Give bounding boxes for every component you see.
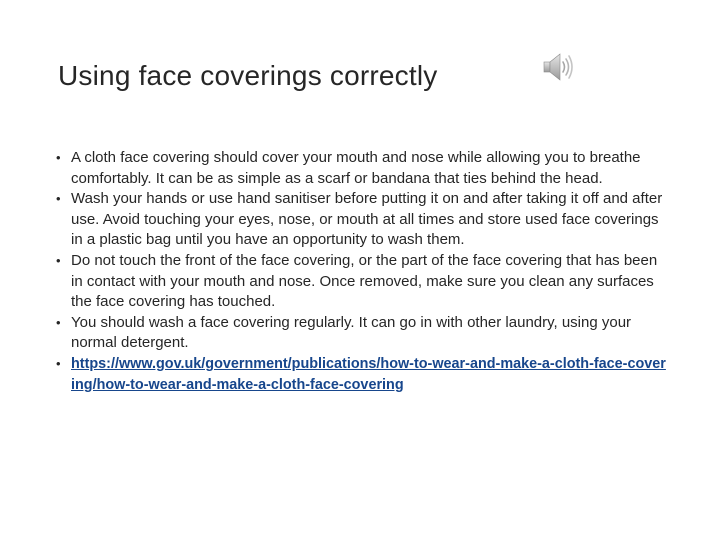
bullet-text: You should wash a face covering regularly. It can go in with other laundry, using your normal detergent. <box>71 313 632 352</box>
bullet-item <box>56 189 668 251</box>
bullet-marker: • <box>56 150 61 165</box>
bullet-text: A cloth face covering should cover your mouth and nose while allowing you to breathe comfortably. It can be as simple as a scarf or bandana that ties behind the head. <box>71 149 641 187</box>
bullet-item-link <box>56 354 668 395</box>
bullet-marker: • <box>56 355 61 371</box>
bullet-item <box>56 313 668 354</box>
bullet-marker: • <box>56 314 61 330</box>
slide-title: Using face coverings correctly <box>58 60 438 91</box>
bullet-text: Do not touch the front of the face covering, or the part of the face covering that has been in contact with your mouth and nose. Once removed, make sure you clean any surfaces the face covering has touched. <box>71 251 658 311</box>
gov-uk-link[interactable]: https://www.gov.uk/government/publications/how-to-wear-and-make-a-cloth-face-covering/how-to-wear-and-make-a-cloth-face-covering <box>71 355 666 393</box>
speaker-audio-icon[interactable] <box>540 50 576 84</box>
bullet-marker: • <box>56 252 61 268</box>
bullet-item <box>56 251 668 313</box>
bullet-list <box>56 148 668 395</box>
bullet-item <box>56 148 668 189</box>
bullet-text: Wash your hands or use hand sanitiser before putting it on and after taking it off and after use. Avoid touching your eyes, nose, or mouth at all times and store used face coverings in a plastic bag until you have an opportunity to wash them. <box>71 190 663 249</box>
bullet-marker: • <box>56 191 61 207</box>
